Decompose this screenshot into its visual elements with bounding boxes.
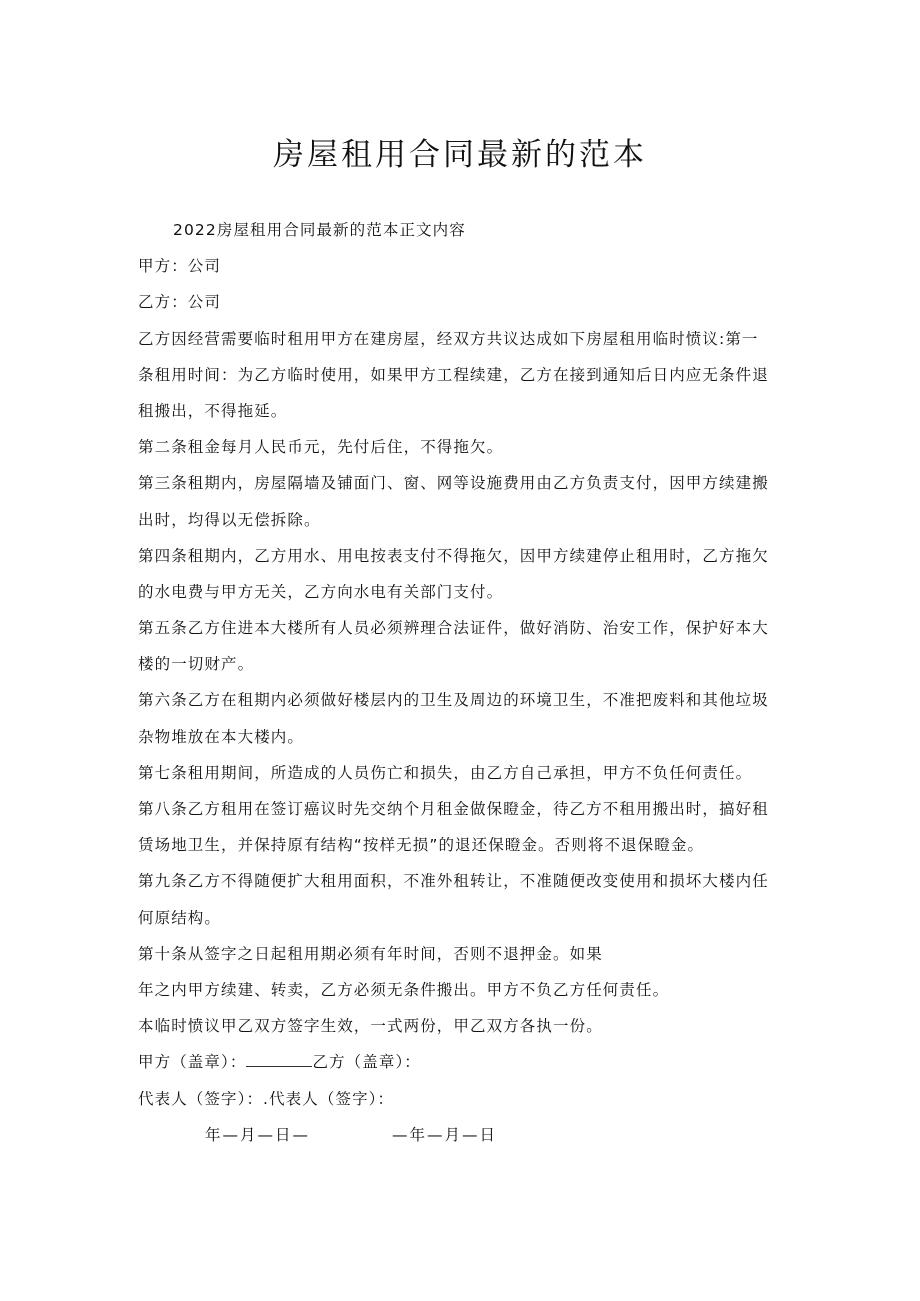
body-line: 条租用时间：为乙方临时使用，如果甲方工程续建，乙方在接到通知后日内应无条件退 bbox=[138, 365, 769, 384]
body-line: 甲方：公司 bbox=[138, 257, 222, 276]
body-line: 楼的一切财产。 bbox=[138, 655, 255, 674]
body-line: 本临时愤议甲乙双方签字生效，一式两份，甲乙双方各执一份。 bbox=[138, 1017, 603, 1036]
body-line: 年之内甲方续建、转卖，乙方必须无条件搬出。甲方不负乙方任何责任。 bbox=[138, 980, 670, 999]
party-a-seal-blank bbox=[246, 1052, 312, 1067]
body-line: 第三条租期内，房屋隔墙及铺面门、窗、网等设施费用由乙方负责支付，因甲方续建搬 bbox=[138, 474, 769, 493]
body-line: 第九条乙方不得随便扩大租用面积，不准外租转让，不准随便改变使用和损坏大楼内任 bbox=[138, 872, 769, 891]
body-line: 出时，均得以无偿拆除。 bbox=[138, 510, 321, 529]
party-a-seal-label: 甲方（盖章）： bbox=[138, 1053, 247, 1072]
party-b-date: —年—月—日 bbox=[392, 1125, 498, 1144]
body-line: 租搬出，不得拖延。 bbox=[138, 401, 288, 420]
party-a-date: 年—月—日— bbox=[205, 1125, 311, 1144]
body-line: 乙方：公司 bbox=[138, 293, 222, 312]
body-line: 乙方因经营需要临时租用甲方在建房屋，经双方共议达成如下房屋租用临时愤议:第一 bbox=[138, 329, 759, 348]
body-line: 第二条租金每月人民币元，先付后住，不得拖欠。 bbox=[138, 438, 504, 457]
seal-line bbox=[138, 1044, 793, 1080]
intro-line: 2022房屋租用合同最新的范本正文内容 bbox=[173, 221, 466, 239]
body-line: 第七条租用期间，所造成的人员伤亡和损失，由乙方自己承担，甲方不负任何责任。 bbox=[138, 763, 753, 782]
document-title: 房屋租用合同最新的范本 bbox=[273, 137, 647, 173]
body-line: 杂物堆放在本大楼内。 bbox=[138, 727, 305, 746]
body-line: 第十条从签字之日起租用期必须有年时间，否则不退押金。如果 bbox=[138, 944, 603, 963]
party-b-seal-label: 乙方（盖章）： bbox=[312, 1053, 421, 1072]
body-line: 何原结构。 bbox=[138, 908, 222, 927]
body-line: 第八条乙方租用在签订癌议时先交纳个月租金做保瞪金，待乙方不租用搬出时，搞好租 bbox=[138, 800, 769, 818]
body-line: 赁场地卫生，并保持原有结构“按样无损”的退还保瞪金。否则将不退保瞪金。 bbox=[138, 836, 705, 855]
body-line: 的水电费与甲方无关，乙方向水电有关部门支付。 bbox=[138, 582, 504, 601]
representative-line: 代表人（签字）：.代表人（签字）： bbox=[138, 1089, 395, 1108]
date-line bbox=[138, 1117, 793, 1153]
body-line: 第六条乙方在租期内必须做好楼层内的卫生及周边的环境卫生，不准把废料和其他垃圾 bbox=[138, 691, 769, 710]
body-line: 第五条乙方住进本大楼所有人员必须辨理合法证件，做好消防、治安工作，保护好本大 bbox=[138, 619, 769, 638]
document-body bbox=[138, 212, 793, 1153]
body-line: 第四条租期内，乙方用水、用电按表支付不得拖欠，因甲方续建停止租用时，乙方拖欠 bbox=[138, 546, 769, 565]
